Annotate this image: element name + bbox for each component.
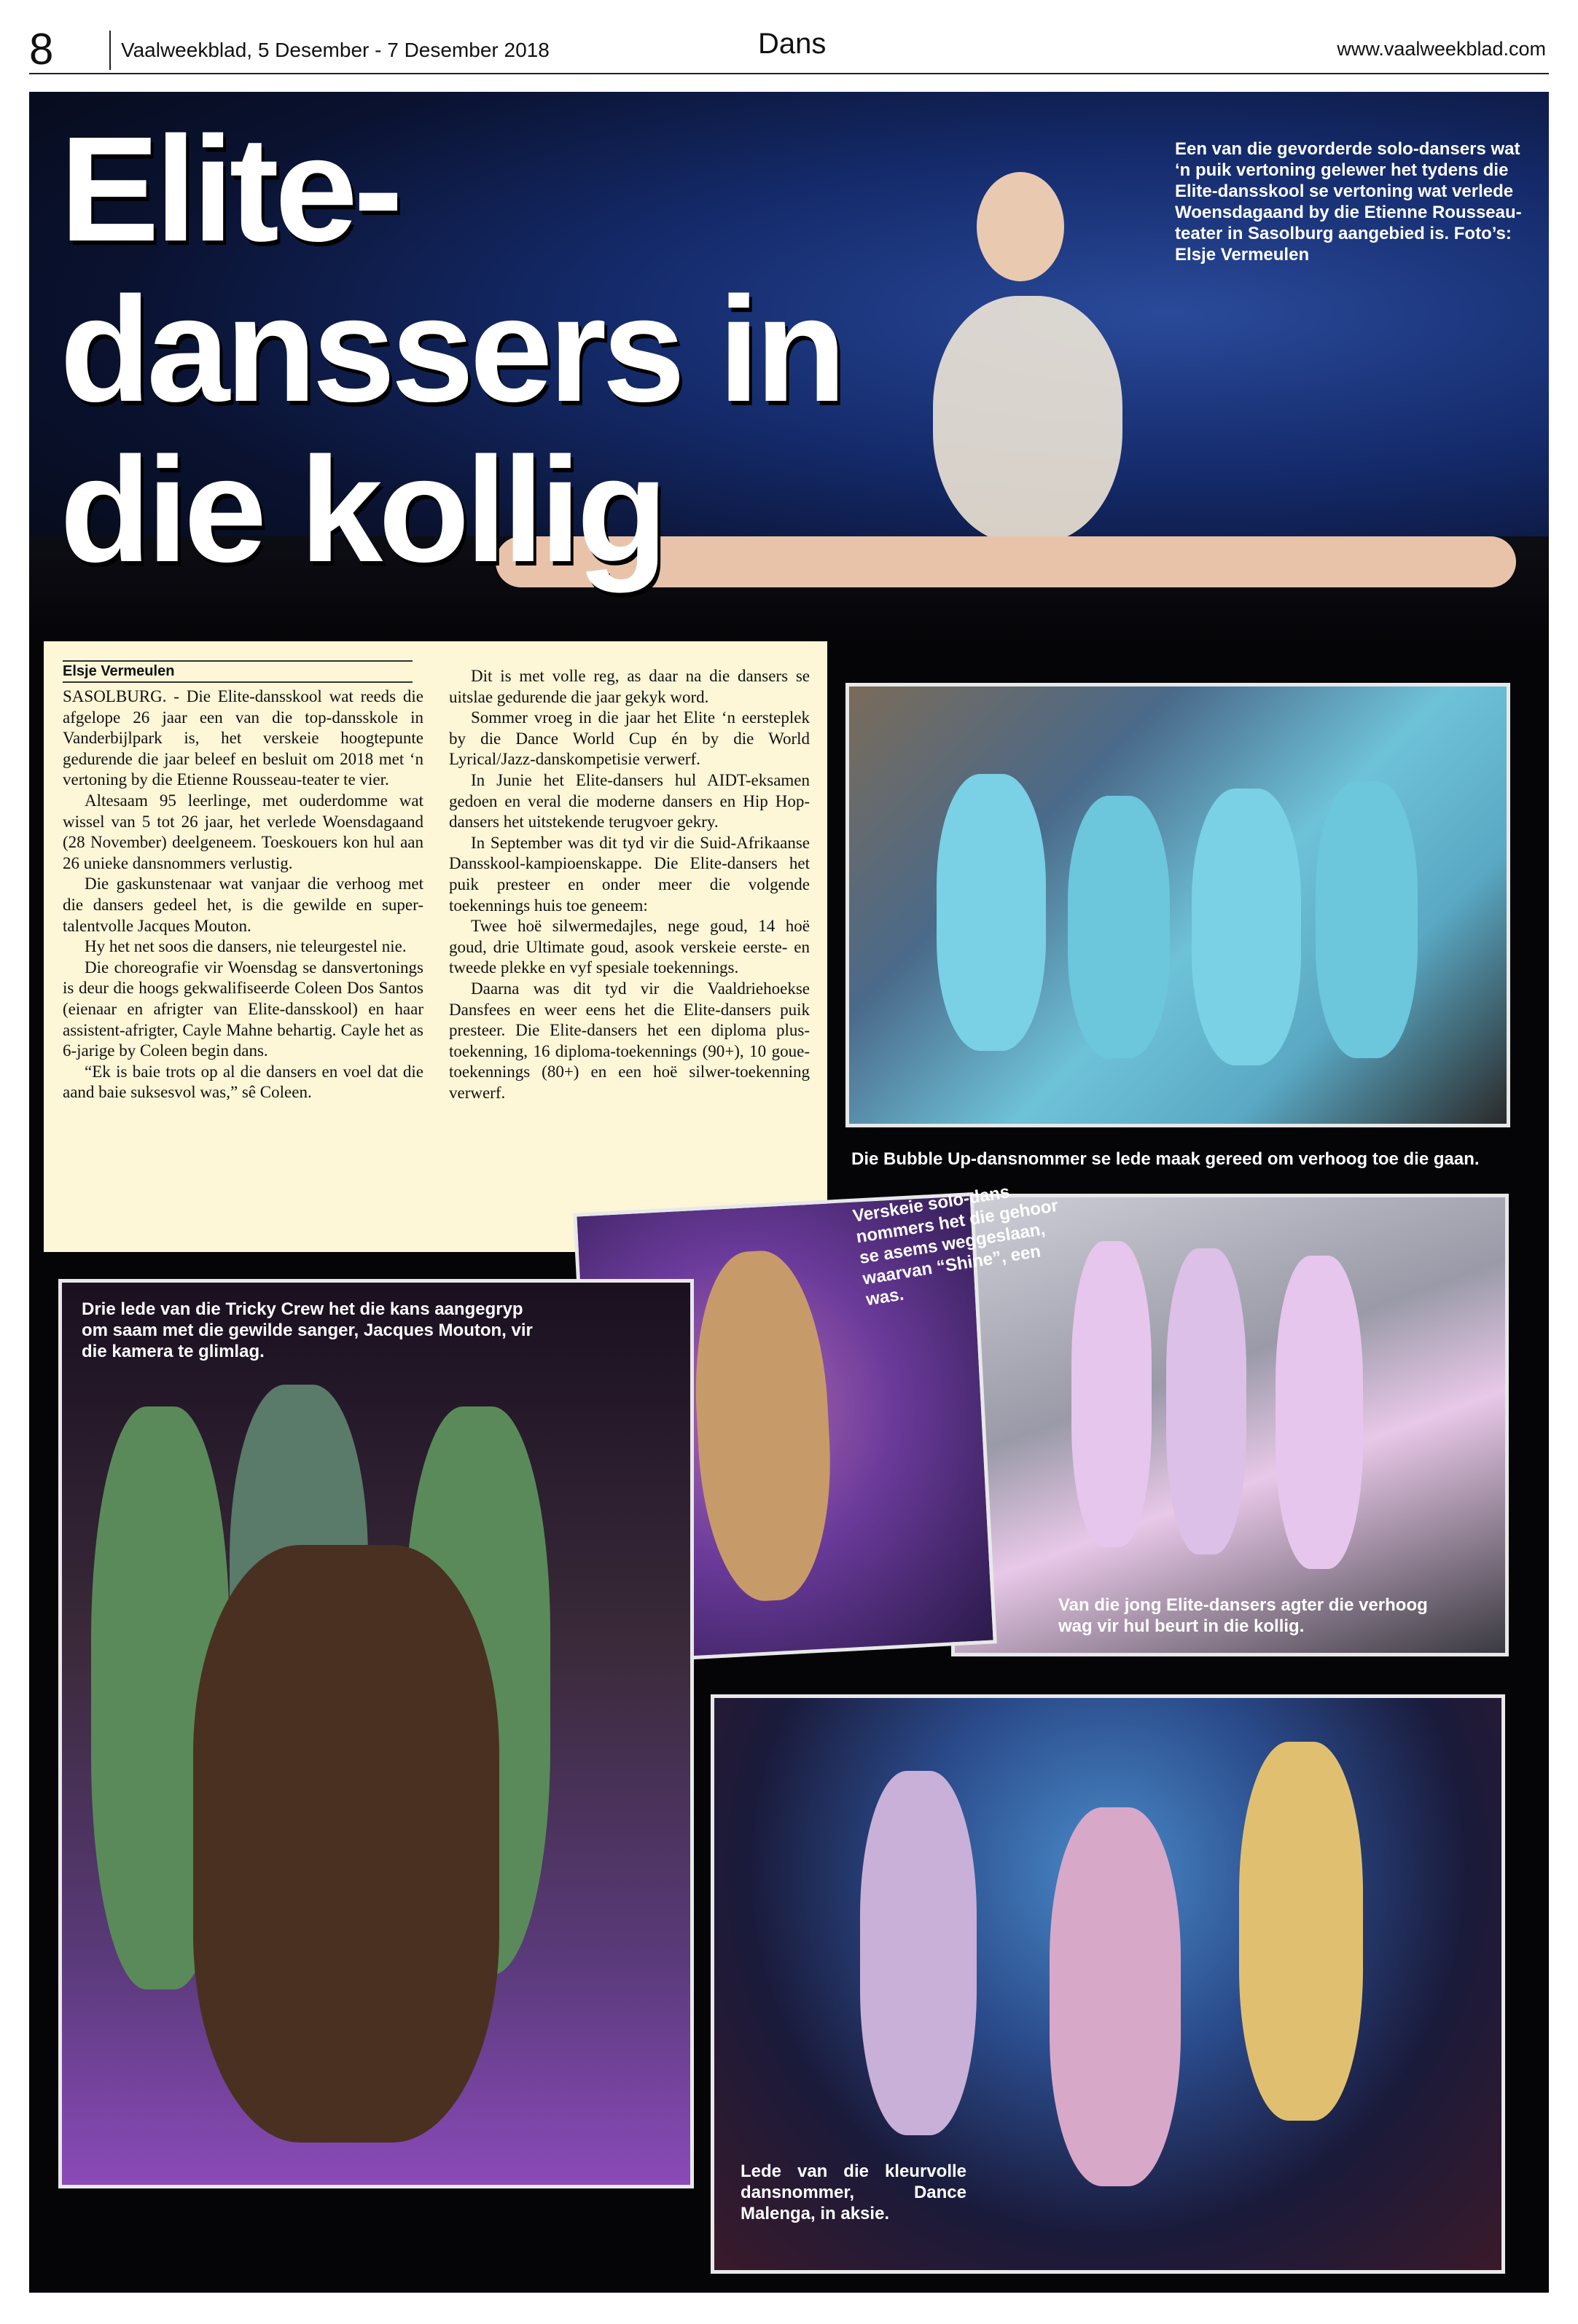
photo-bubble-up-dancers	[845, 683, 1510, 1127]
dancer-figure	[937, 774, 1046, 1051]
paragraph: In September was dit tyd vir die Suid-Afrikaanse Dansskool-kampioenskappe. Die Elite-dansers het puik presteer en onder meer die volgende toekennings huis toe geneem:	[449, 833, 810, 915]
paragraph: Die choreografie vir Woensdag se dansvertonings is deur die hoogs gekwalifiseerde Coleen Dos Santos (eienaar en afrigter van Elite-dansskool) en haar assistent-afrigter, Cayle Mahne behartig. Cayle het as 6-jarige by Coleen begin dans.	[63, 958, 423, 1060]
paragraph: Die gaskunstenaar wat vanjaar die verhoog met die dansers gedeel het, is die gewilde en super-talentvolle Jacques Mouton.	[63, 875, 423, 935]
headline-line-1: Elite-	[60, 106, 399, 273]
paragraph: “Ek is baie trots op al die dansers en voel dat die aand baie suksesvol was,” sê Coleen.	[63, 1062, 423, 1102]
dancer-figure	[860, 1771, 977, 2135]
article-column-2	[449, 666, 810, 1103]
dancer-figure	[1166, 1248, 1246, 1554]
dancer-figure	[1192, 789, 1301, 1065]
headline	[60, 106, 843, 593]
paragraph: Altesaam 95 leerlinge, met ouderdomme wat wissel van 5 tot 26 jaar, het verlede Woensdagaand (28 November) deelgeneem. Toeskouers kon hul aan 26 unieke dansnommers verlustig.	[63, 791, 423, 872]
caption-tricky-crew: Drie lede van die Tricky Crew het die kans aangegryp om saam met die gewilde sanger, Jacques Mouton, vir die kamera te glimlag.	[82, 1299, 533, 1361]
caption-solo: Verskeie solo-dans nommers het die gehoor se asems weggeslaan, waarvan “Shine”, een was.	[851, 1181, 1060, 1310]
paragraph: In Junie het Elite-dansers hul AIDT-eksamen gedoen en veral die moderne dansers en Hip Hop-dansers het uitstekende terugvoer gekry.	[449, 770, 810, 832]
dancer-figure	[1239, 1742, 1363, 2121]
paragraph: Sommer vroeg in die jaar het Elite ‘n eersteplek by die Dance World Cup én by die World Lyrical/Jazz-danskompetisie verwerf.	[449, 708, 810, 769]
paragraph: Dit is met volle reg, as daar na die dansers se uitslae gedurende die jaar gekyk word.	[449, 667, 810, 706]
website-link[interactable]: www.vaalweekblad.com	[1337, 38, 1546, 60]
paragraph: Hy het net soos die dansers, nie teleurgestel nie.	[85, 937, 407, 956]
paragraph: Twee hoë silwermedajles, nege goud, 14 hoë goud, drie Ultimate goud, asook verskeie eerste- en tweede plekke en vyf spesiale toekennings.	[449, 917, 810, 977]
hero-caption: Een van die gevorderde solo-dansers wat ‘n puik vertoning gelewer het tydens die Elite-dansskool se vertoning wat verlede Woensdagaand by die Etienne Rousseau-teater in Sasolburg aangebied is. Foto’s: Elsje Vermeulen	[1175, 139, 1522, 265]
dancer-figure	[1276, 1256, 1363, 1569]
dancer-figure-head	[977, 172, 1064, 281]
dancer-figure-body	[933, 296, 1122, 544]
paragraph: SASOLBURG. - Die Elite-dansskool wat reeds die afgelope 26 jaar een van die top-dansskole in Vanderbijlpark is, het verskeie hoogtepunte gedurende die jaar beleef en besluit om 2018 met ‘n vertoning by die Etienne Rousseau-teater te vier.	[63, 687, 423, 789]
section-title: Dans	[758, 28, 827, 60]
dancer-figure	[1316, 781, 1418, 1058]
caption-dance-malenga: Lede van die kleurvolle dansnommer, Dance Malenga, in aksie.	[741, 2161, 966, 2223]
dancer-figure	[1068, 796, 1170, 1058]
byline: Elsje Vermeulen	[63, 660, 413, 683]
page-number: 8	[29, 25, 54, 74]
article-box	[44, 641, 827, 1252]
photo-tricky-crew	[58, 1279, 694, 2188]
paragraph: Daarna was dit tyd vir die Vaaldriehoekse Dansfees en weer eens het die Elite-dansers puik presteer. Die Elite-dansers het een diploma plus-toekenning, 16 diploma-toekennings (90+), 10 goue-toekennings (80+) en een hoë silwer-toekenning verwerf.	[449, 979, 810, 1102]
headline-line-2: danssers in	[60, 266, 843, 433]
headline-line-3: die kollig	[60, 426, 664, 593]
dancer-figure	[1071, 1241, 1152, 1547]
dancer-figure	[1050, 1807, 1181, 2186]
dancer-figure	[688, 1248, 837, 1604]
article-column-1	[63, 686, 423, 1103]
caption-young-dancers: Van die jong Elite-dansers agter die verhoog wag vir hul beurt in die kollig.	[1058, 1595, 1428, 1636]
publication-dateline: Vaalweekblad, 5 Desember - 7 Desember 2018	[109, 31, 550, 70]
caption-bubble-up: Die Bubble Up-dansnommer se lede maak gereed om verhoog toe die gaan.	[851, 1149, 1480, 1169]
singer-figure	[193, 1545, 499, 2143]
